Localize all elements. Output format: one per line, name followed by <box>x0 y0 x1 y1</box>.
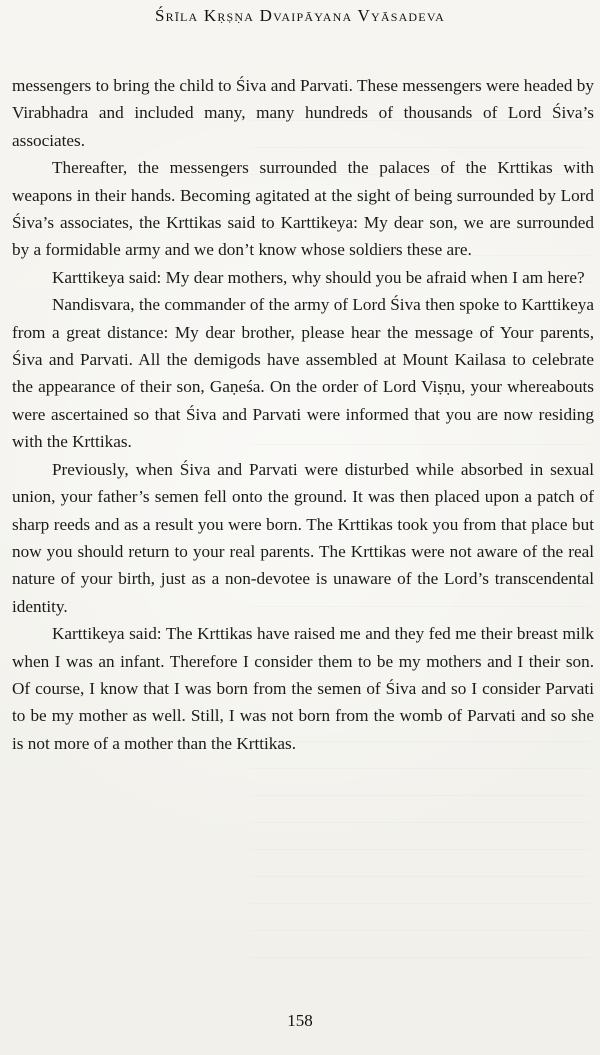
paragraph-4: Nandisvara, the commander of the army of Lord Śiva then spoke to Karttikeya from a great distance: My dear brother, please hear the message of Your parents, Śiva and Parvati. All the demigods have assembled at Mount Kailasa to celebrate the appearance of their son, Gaṇeśa. On the order of Lord Viṣṇu, your whereabouts were ascertained so that Śiva and Parvati were informed that you are now residing with the Krttikas. <box>12 295 594 452</box>
paragraph-3: Karttikeya said: My dear mothers, why should you be afraid when I am here? <box>52 267 585 287</box>
page-number: 158 <box>287 1011 313 1030</box>
paragraph-5: Previously, when Śiva and Parvati were disturbed while absorbed in sexual union, your father’s semen fell onto the ground. It was then placed upon a patch of sharp reeds and as a result you were born. The Krttikas took you from that place but now you should return to your real parents. The Krttikas were not aware of the real nature of your birth, just as a non-devotee is unaware of the Lord’s transcendental identity. <box>12 459 594 616</box>
paragraph-1: messengers to bring the child to Śiva and Parvati. These messengers were headed by Virabhadra and included many, many hundreds of thousands of Lord Śiva’s associates. <box>12 76 594 150</box>
paragraph-2: Thereafter, the messengers surrounded the palaces of the Krttikas with weapons in their hands. Becoming agitated at the sight of being surrounded by Lord Śiva’s associates, the Krttikas said to Karttikeya: My dear son, we are surrounded by a formidable army and we don’t know whose soldiers these are. <box>12 158 594 260</box>
page-body <box>12 72 594 757</box>
running-header: Śrīla Kṛṣṇa Dvaipāyana Vyāsadeva <box>154 6 446 25</box>
paragraph-6: Karttikeya said: The Krttikas have raised me and they fed me their breast milk when I was an infant. Therefore I consider them to be my mothers and I their son. Of course, I know that I was born from the semen of Śiva and so I consider Parvati to be my mother as well. Still, I was not born from the womb of Parvati and so she is not more of a mother than the Krttikas. <box>12 624 594 753</box>
